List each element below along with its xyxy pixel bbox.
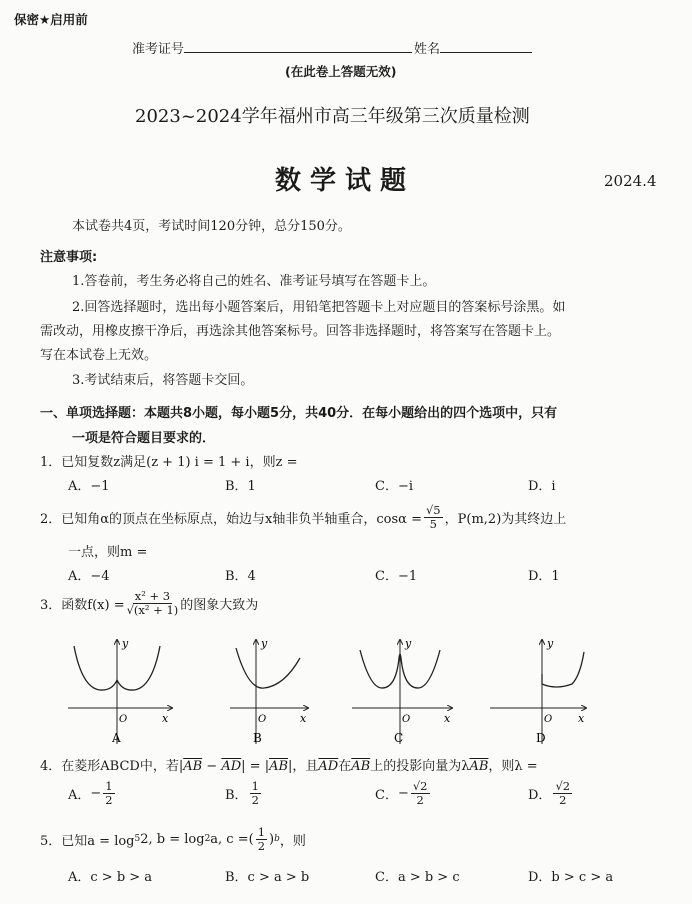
confidential-label: 保密★启用前: [14, 12, 88, 27]
q4-option-a-num: 1: [105, 779, 113, 793]
q3-lead: 函数f(x) =: [61, 597, 125, 613]
q2-text-a: 已知角α的顶点在坐标原点，始边与x轴非负半轴重合，cosα =: [61, 511, 422, 527]
q4-option-a[interactable]: [68, 780, 117, 806]
q5-text-a: 已知a = log: [61, 833, 135, 849]
graph-b-x-label: x: [300, 712, 307, 725]
q4-option-b[interactable]: [225, 780, 263, 806]
q4-stem: [40, 755, 538, 774]
q4-option-a-frac: [103, 780, 114, 806]
graph-b-origin: O: [258, 714, 267, 725]
q5-option-c[interactable]: C．a > b > c: [375, 870, 460, 885]
graph-b-label: B: [253, 731, 262, 745]
q5-text-b: 2, b = log: [140, 831, 205, 847]
q4-option-a-sign: −: [90, 785, 102, 801]
graph-a-label: A: [112, 731, 121, 745]
q5-sub-5: 5: [134, 834, 141, 845]
q1-text: 已知复数z满足(z + 1) i = 1 + i，则z =: [61, 455, 298, 470]
q5-fraction: [256, 826, 267, 852]
q4-vec-ab-4: $\overline{AB}$: [469, 759, 489, 774]
q4-option-d-den: 2: [559, 792, 567, 807]
q2-text-c: 一点，则m =: [68, 545, 148, 560]
note-2-line-3: 写在本试卷上无效。: [40, 348, 158, 363]
q4-option-b-frac: [250, 780, 261, 806]
q2-option-a[interactable]: A．−4: [68, 569, 110, 584]
q3-number: 3．: [40, 597, 62, 613]
name-label: 姓名: [414, 42, 441, 57]
graph-b-curve: [236, 648, 300, 688]
q5-text-d: ): [269, 831, 275, 847]
note-1: 1.答卷前，考生务必将自己的姓名、准考证号填写在答题卡上。: [72, 274, 436, 289]
q4-text-a: 在菱形ABCD中，若|: [61, 759, 184, 774]
q2-frac-num: √5: [425, 503, 441, 517]
q3-fraction: [127, 590, 179, 616]
q2-option-d[interactable]: D．1: [528, 569, 560, 584]
q4-option-d-letter: D．: [528, 787, 552, 803]
graph-a-x-label: x: [162, 712, 169, 725]
graph-c[interactable]: [352, 637, 452, 745]
section-1-line-1: 一、单项选择题：本题共8小题，每小题5分，共40分．在每小题给出的四个选项中，只有: [40, 406, 558, 421]
subject-title: 数学试题: [275, 166, 416, 196]
graph-a[interactable]: [68, 637, 172, 745]
exam-title: 2023~2024学年福州市高三年级第三次质量检测: [135, 106, 530, 127]
graph-b[interactable]: [230, 637, 308, 745]
q3-graphs: [60, 636, 660, 748]
q2-option-b[interactable]: B．4: [225, 569, 256, 584]
graph-d-label: D: [536, 731, 546, 745]
q4-option-a-letter: A．: [68, 787, 91, 803]
q4-text-d: 在: [338, 759, 352, 774]
graph-a-origin: O: [119, 714, 128, 725]
q2-fraction: [424, 504, 443, 530]
q5-sub-2: 2: [204, 834, 211, 845]
q4-vec-ad-1: $\overline{AD}$: [221, 759, 242, 774]
graph-d[interactable]: [490, 637, 586, 745]
graph-c-y-label: y: [405, 637, 412, 650]
note-2-line-1: 2.回答选择题时，选出每小题答案后，用铅笔把答题卡上对应题目的答案标号涂黑。如: [72, 300, 566, 315]
q4-option-c-frac: [411, 780, 430, 806]
q4-option-b-letter: B．: [225, 787, 248, 803]
graph-d-x-label: x: [578, 712, 585, 725]
q4-option-c[interactable]: [375, 780, 432, 806]
q4-option-b-num: 1: [251, 779, 259, 793]
q4-vec-ab-1: $\overline{AB}$: [183, 759, 203, 774]
name-field[interactable]: [440, 40, 532, 53]
notes-heading: 注意事项:: [40, 250, 98, 265]
q4-minus: −: [202, 759, 222, 774]
q5-number: 5．: [40, 833, 62, 849]
q4-option-d[interactable]: [528, 780, 574, 806]
candidate-info-line: [132, 38, 532, 57]
graph-d-curve: [542, 652, 584, 687]
graph-b-y-label: y: [261, 637, 268, 650]
q4-option-b-den: 2: [251, 792, 259, 807]
exam-number-label: 准考证号: [132, 42, 185, 57]
q5-option-d[interactable]: D．b > c > a: [528, 870, 614, 885]
q3-tail: 的图象大致为: [180, 597, 259, 613]
q5-option-b[interactable]: B．c > a > b: [225, 870, 310, 885]
q1-option-a[interactable]: A．−1: [68, 479, 110, 494]
graph-d-origin: O: [544, 714, 553, 725]
q1-stem: [40, 451, 297, 470]
q4-vec-ab-2: $\overline{AB}$: [269, 759, 289, 774]
q2-text-b: ，P(m,2)为其终边上: [444, 511, 567, 527]
q4-option-c-num: √2: [412, 779, 428, 793]
exam-date: 2024.4: [604, 172, 657, 190]
q4-text-e: 上的投影向量为λ: [370, 759, 470, 774]
q5-option-a[interactable]: A．c > b > a: [68, 870, 153, 885]
q5-frac-num: 1: [257, 825, 266, 839]
q4-option-a-den: 2: [105, 792, 113, 807]
q5-stem: [40, 826, 306, 852]
q4-option-c-letter: C．: [375, 787, 398, 803]
graph-c-origin: O: [402, 714, 411, 725]
q2-option-c[interactable]: C．−1: [375, 569, 418, 584]
exam-intro: 本试卷共4页，考试时间120分钟，总分150分。: [72, 219, 351, 234]
section-1-line-2: 一项是符合题目要求的．: [72, 431, 216, 446]
invalid-note: (在此卷上答题无效): [285, 64, 397, 79]
exam-number-field[interactable]: [184, 40, 412, 53]
q4-option-d-frac: [553, 780, 572, 806]
q1-option-c[interactable]: C．−i: [375, 479, 413, 494]
note-3: 3.考试结束后，将答题卡交回。: [72, 373, 254, 388]
q4-option-c-sign: −: [397, 785, 409, 801]
q5-text-e: ，则: [279, 833, 306, 849]
q2-frac-den: 5: [429, 516, 437, 531]
q5-text-c: a, c =(: [210, 831, 254, 847]
graph-a-y-label: y: [122, 637, 129, 650]
q2-number: 2．: [40, 511, 62, 527]
q1-number: 1．: [40, 455, 62, 470]
q4-option-d-num: √2: [555, 779, 571, 793]
q4-vec-ad-2: $\overline{AD}$: [318, 759, 339, 774]
q4-vec-ab-3: $\overline{AB}$: [351, 759, 371, 774]
note-2-line-2: 需改动，用橡皮擦干净后，再选涂其他答案标号。回答非选择题时，将答案写在答题卡上。: [40, 324, 561, 339]
q4-text-c: |，且: [288, 759, 319, 774]
q1-option-d[interactable]: D．i: [528, 479, 556, 494]
graph-d-y-label: y: [547, 637, 554, 650]
q5-sup-b: b: [274, 834, 280, 845]
graph-c-x-label: x: [444, 712, 451, 725]
q4-text-f: ，则λ =: [488, 759, 538, 774]
q3-stem: [40, 590, 258, 616]
q1-option-b[interactable]: B．1: [225, 479, 256, 494]
q5-frac-den: 2: [257, 838, 266, 853]
q4-number: 4．: [40, 759, 62, 774]
q4-text-b: | = |: [241, 759, 270, 774]
q2-stem: [40, 504, 566, 530]
q4-option-c-den: 2: [416, 792, 424, 807]
q3-frac-num: x² + 3: [134, 589, 171, 603]
q3-frac-den: √(x² + 1): [126, 602, 179, 617]
graph-c-label: C: [394, 731, 404, 745]
